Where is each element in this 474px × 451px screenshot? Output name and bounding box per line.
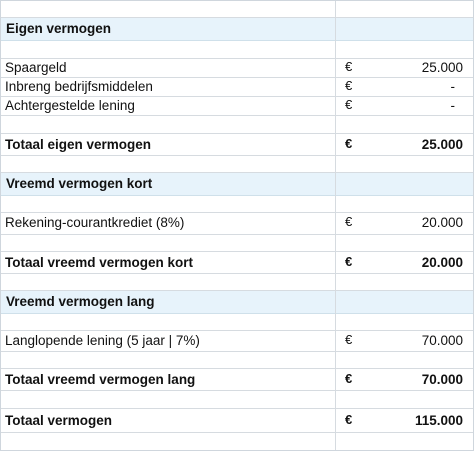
empty-row — [1, 116, 473, 134]
total-row-vreemd-vermogen-kort — [1, 252, 473, 274]
section-header-eigen-vermogen — [1, 18, 473, 41]
total-row-eigen-vermogen — [1, 134, 473, 156]
row-amount: 20.000 — [421, 215, 463, 230]
section-title: Vreemd vermogen lang — [6, 294, 155, 309]
grand-total-amount: 115.000 — [414, 413, 463, 428]
table-row-rekening-courantkrediet — [1, 213, 473, 235]
total-amount: 70.000 — [421, 372, 463, 387]
total-label: Totaal eigen vermogen — [5, 137, 152, 152]
empty-row — [1, 196, 473, 213]
empty-row — [1, 314, 473, 331]
row-label: Langlopende lening (5 jaar | 7%) — [5, 333, 200, 348]
row-label: Rekening-courantkrediet (8%) — [5, 215, 185, 230]
currency-symbol: € — [345, 136, 353, 151]
column-divider — [335, 1, 336, 450]
row-label: Spaargeld — [5, 60, 67, 75]
section-header-vreemd-vermogen-lang — [1, 291, 473, 314]
empty-row — [1, 352, 473, 369]
row-amount: - — [450, 79, 455, 94]
row-amount: 70.000 — [421, 333, 463, 348]
currency-symbol: € — [345, 78, 353, 93]
total-row-vreemd-vermogen-lang — [1, 369, 473, 391]
row-label: Achtergestelde lening — [5, 98, 135, 113]
row-label: Inbreng bedrijfsmiddelen — [5, 79, 153, 94]
table-row-spaargeld — [1, 59, 473, 78]
total-label: Totaal vreemd vermogen kort — [5, 255, 194, 270]
currency-symbol: € — [345, 371, 353, 386]
currency-symbol: € — [345, 214, 353, 229]
total-amount: 25.000 — [421, 137, 463, 152]
empty-row — [1, 156, 473, 173]
currency-symbol: € — [345, 59, 353, 74]
currency-symbol: € — [345, 412, 353, 427]
empty-row — [1, 1, 473, 18]
table-row-langlopende-lening — [1, 331, 473, 352]
table-row-inbreng-bedrijfsmiddelen — [1, 78, 473, 97]
currency-symbol: € — [345, 332, 353, 347]
empty-row — [1, 391, 473, 409]
grand-total-label: Totaal vermogen — [5, 413, 113, 428]
empty-row — [1, 274, 473, 291]
total-label: Totaal vreemd vermogen lang — [5, 372, 196, 387]
currency-symbol: € — [345, 254, 353, 269]
row-amount: - — [450, 98, 455, 113]
empty-row — [1, 433, 473, 450]
section-title: Vreemd vermogen kort — [6, 176, 153, 191]
row-amount: 25.000 — [421, 60, 463, 75]
empty-row — [1, 41, 473, 59]
total-amount: 20.000 — [421, 255, 463, 270]
currency-symbol: € — [345, 97, 353, 112]
grand-total-row — [1, 409, 473, 433]
section-title: Eigen vermogen — [6, 21, 112, 36]
table-row-achtergestelde-lening — [1, 97, 473, 116]
empty-row — [1, 235, 473, 252]
section-header-vreemd-vermogen-kort — [1, 173, 473, 196]
